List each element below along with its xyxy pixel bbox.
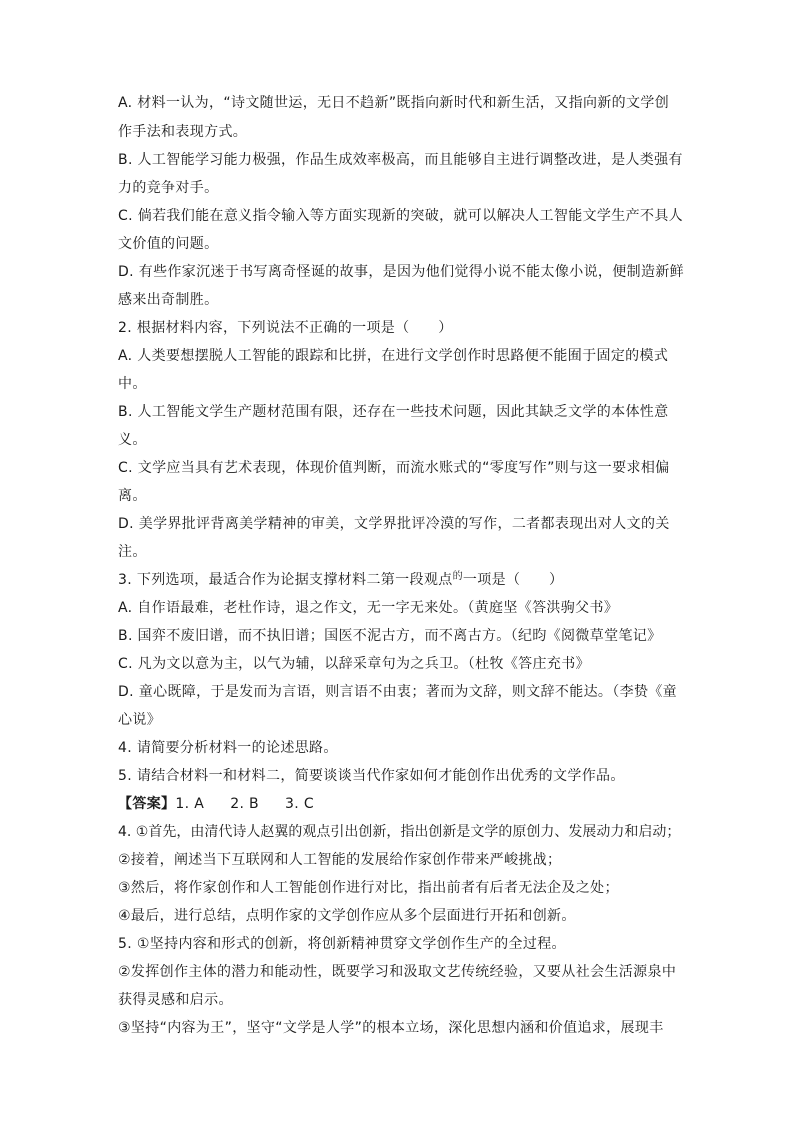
q2-option-c-line2: 离。 [118, 488, 147, 504]
answer4-line4: ④最后，进行总结，点明作家的文学创作应从多个层面进行开拓和创新。 [118, 908, 576, 924]
q2-option-a-line1: A. 人类要想摆脱人工智能的跟踪和比拼，在进行文学创作时思路便不能囿于固定的模式 [118, 348, 669, 364]
q3-stem-part-b: 一项是（ ） [462, 572, 564, 588]
q2-option-d-line1: D. 美学界批评背离美学精神的审美，文学界批评冷漠的写作，二者都表现出对人文的关 [118, 516, 670, 532]
q1-option-b-line2: 力的竞争对手。 [118, 180, 219, 196]
q1-option-c-line2: 文价值的问题。 [118, 236, 219, 252]
q3-stem-part-a: 3. 下列选项，最适合作为论据支撑材料二第一段观点 [118, 572, 453, 588]
q3-option-b: B. 国弈不废旧谱，而不执旧谱；国医不泥古方，而不离古方。（纪昀《阅微草堂笔记》 [118, 628, 662, 644]
q3-option-a: A. 自作语最难，老杜作诗，退之作文，无一字无来处。（黄庭坚《答洪驹父书》 [118, 600, 619, 616]
answer5-line4: ③坚持“内容为王”，坚守“文学是人学”的根本立场，深化思想内涵和价值追求，展现丰 [118, 1020, 664, 1036]
answer-1: 1. A [175, 796, 205, 812]
q2-option-d-line2: 注。 [118, 544, 147, 560]
q1-option-a-line2: 作手法和表现方式。 [118, 124, 248, 140]
answer-row [118, 794, 314, 814]
q2-option-b-line2: 义。 [118, 432, 147, 448]
q3-option-d-line2: 心说》 [118, 712, 162, 728]
answer5-line3: 获得灵感和启示。 [118, 992, 233, 1008]
q4-stem: 4. 请简要分析材料一的论述思路。 [118, 740, 338, 756]
answer4-line2: ②接着，阐述当下互联网和人工智能的发展给作家创作带来严峻挑战； [118, 852, 562, 868]
answer-3: 3. C [285, 796, 314, 812]
q1-option-d-line2: 感来出奇制胜。 [118, 292, 219, 308]
q2-stem: 2. 根据材料内容，下列说法不正确的一项是（ ） [118, 320, 453, 336]
q3-stem-de: 的 [452, 571, 463, 582]
answer5-line1: 5. ①坚持内容和形式的创新，将创新精神贯穿文学创作生产的全过程。 [118, 936, 566, 952]
answer4-line3: ③然后，将作家创作和人工智能创作进行对比，指出前者有后者无法企及之处； [118, 880, 619, 896]
q1-option-d-line1: D. 有些作家沉迷于书写离奇怪诞的故事，是因为他们觉得小说不能太像小说，便制造新鲜 [118, 264, 685, 280]
answer4-line1: 4. ①首先，由清代诗人赵翼的观点引出创新，指出创新是文学的原创力、发展动力和启动； [118, 824, 681, 840]
q3-option-c: C. 凡为文以意为主，以气为辅，以辞采章句为之兵卫。（杜牧《答庄充书》 [118, 656, 590, 672]
q1-option-a-line1: A. 材料一认为，“诗文随世运，无日不趋新”既指向新时代和新生活，又指向新的文学创 [118, 95, 670, 111]
q2-option-b-line1: B. 人工智能文学生产题材范围有限，还存在一些技术问题，因此其缺乏文学的本体性意 [118, 404, 669, 420]
q3-stem [118, 570, 563, 592]
q1-option-c-line1: C. 倘若我们能在意义指令输入等方面实现新的突破，就可以解决人工智能文学生产不具人 [118, 208, 684, 224]
q3-option-d-line1: D. 童心既障，于是发而为言语，则言语不由衷；著而为文辞，则文辞不能达。（李贽《童 [118, 684, 678, 700]
q1-option-b-line1: B. 人工智能学习能力极强，作品生成效率极高，而且能够自主进行调整改进，是人类强有 [118, 152, 683, 168]
answer-2: 2. B [230, 796, 260, 812]
q2-option-a-line2: 中。 [118, 376, 147, 392]
q2-option-c-line1: C. 文学应当具有艺术表现，体现价值判断，而流水账式的“零度写作”则与这一要求相偏 [118, 460, 670, 476]
answer5-line2: ②发挥创作主体的潜力和能动性，既要学习和汲取文艺传统经验，又要从社会生活源泉中 [118, 964, 677, 980]
q5-stem: 5. 请结合材料一和材料二，简要谈谈当代作家如何才能创作出优秀的文学作品。 [118, 768, 625, 784]
answer-label: 【答案】 [118, 796, 176, 812]
